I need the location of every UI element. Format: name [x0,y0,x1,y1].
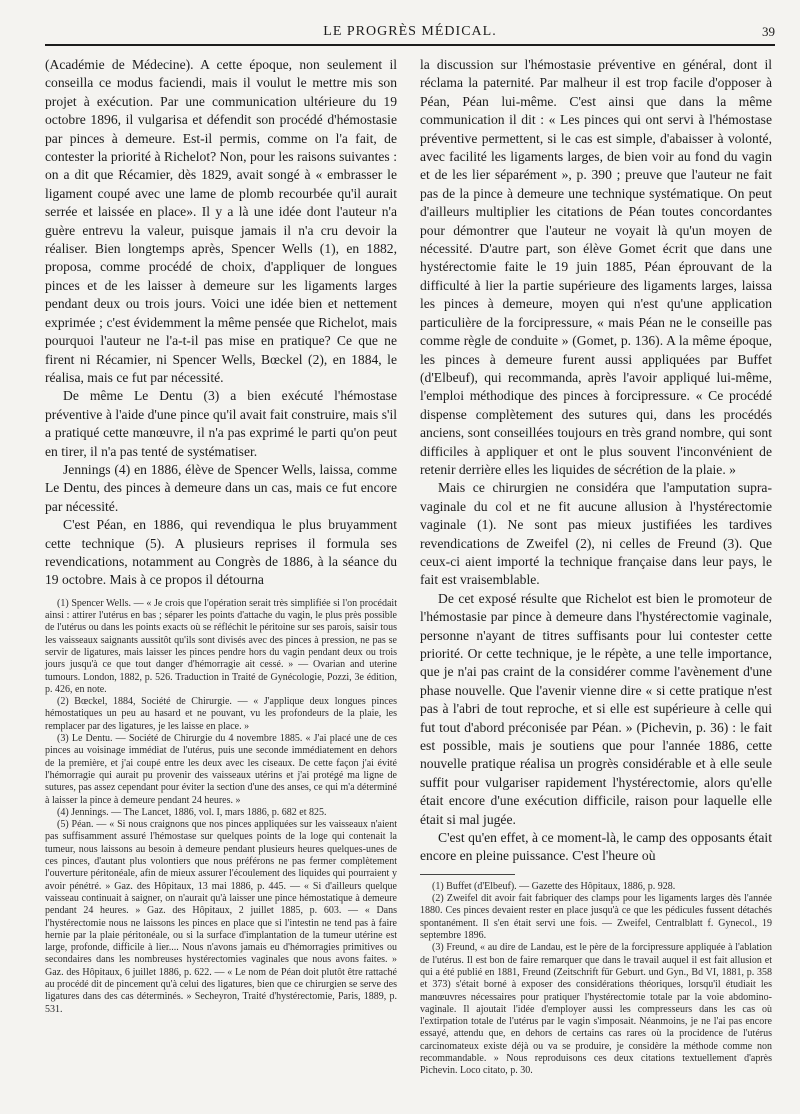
footnote: (5) Péan. — « Si nous craignons que nos pinces appliquées sur les vaisseaux n'aient pas suffisamment assuré l'hémostase sur quelques points de la loge qui contenait la tumeur, nous laissons au besoin à demeure pendant plusieurs heures quelques-unes de ces pinces, d'autant plus volontiers que nous préférons ne pas fermer complètement l'ouverture péritonéale, afin de mieux assurer l'écoulement des liquides qui pourraient y avoir pénétré. » Gaz. des Hôpitaux, 13 mai 1886, p. 445. — « Si d'ailleurs quelque vaisseau continuait à saigner, on n'aurait qu'à laisser une pince hémostatique à demeure pendant 24 heures. » Gaz. des Hôpitaux, 2 juillet 1885, p. 603. — « Dans l'hystérectomie nous ne laissons les pinces en place que si l'intestin ne tend pas à faire hernie par la plaie péritonéale, ou si la surface d'implantation de la tumeur utérine est large, profonde, difficile à lier.... Nous n'avons jamais eu d'hémorragies primitives ou secondaires dans les nombreuses hystérectomies vaginales que nous avons faites. » Gaz. des Hôpitaux, 6 juillet 1886, p. 622. — « Le nom de Péan doit plutôt être rattaché au procédé dit de pincement qu'à celui des ligatures, bien que ce chirurgien se serve des ligatures dans des cas déterminés. » Secheyron, Traité d'hystérectomie, Paris, 1889, p. 531. [45,819,397,1015]
right-body-text [420,56,772,866]
paragraph: Jennings (4) en 1886, élève de Spencer Wells, laissa, comme Le Dentu, des pinces à demeure dans un cas, mais ce fut encore par nécessité. [45,461,397,514]
header-rule [45,44,775,46]
paragraph: C'est qu'en effet, à ce moment-là, le camp des opposants était encore en pleine puissance. C'est l'heure où [420,830,772,864]
footnote: (1) Buffet (d'Elbeuf). — Gazette des Hôpitaux, 1886, p. 928. [432,880,676,892]
footnote: (2) Bœckel, 1884, Société de Chirurgie. — « J'applique deux longues pinces hémostatiques un peu au hasard et ne pouvant, vu les profondeurs de la plaie, les remplacer par des ligatures, je les laisse en place. » [45,696,397,732]
left-body-text [45,56,397,590]
footnote: (1) Spencer Wells. — « Je crois que l'opération serait très simplifiée si l'on procédait ainsi : attirer l'utérus en bas ; séparer les points d'attache du vagin, le plus près possible de l'utérus ou dans les points exacts où se réfléchit le péritoine sur ses parois, saisir tous les vaisseaux saignants aussitôt qu'ils sont divisés avec des pinces à pression, ne pas se servir de ligatures, mais laisser les pinces pendre hors du vagin pendant deux ou trois jours jusqu'à ce que tout danger d'hémorragie ait cessé. » — Ovarian and uterine tumours. London, 1882, p. 526. Traduction in Traité de Gynécologie, Pozzi, 3e édition, p. 426, en note. [45,597,397,695]
page-number: 39 [762,24,775,39]
right-footnotes [420,881,772,1078]
footnote: (2) Zweifel dit avoir fait fabriquer des clamps pour les ligaments larges dès l'année 1880. Ces pinces devaient rester en place jusqu'à ce que les pédicules fussent détachés spontanément. Il s'en était servi une fois. — Zweifel, Centralblatt f. Gynecol., 19 septembre 1896. [420,893,772,942]
paragraph: la discussion sur l'hémostasie préventive en général, dont il réclama la paternité. Par malheur il est trop facile d'opposer à Péan, Péan lui-même. C'est ainsi que dans la même communication il dit : « Les pinces qui ont servi à l'hémostase préventive permettent, si le cas est simple, d'abaisser à volonté, avec facilité les ligaments larges, de bien voir au fond du vagin et de les lier séparément », p. 390 ; preuve que l'auteur ne fait pas de la pince à demeure une technique systématique. On peut d'ailleurs multiplier les citations de Péan toutes concordantes pour démontrer que l'auteur ne voyait là qu'un moyen de nécessité. D'autre part, son élève Gomet écrit que dans une hystérectomie faite le 19 juin 1885, Péan éprouvant de la difficulté à lier la partie supérieure des ligaments larges, laissa les pinces à demeure, moyen qui n'est qu'une application particulière de la forcipressure, « mais Péan ne le conseille pas comme règle de conduite » (Gomet, p. 136). A la même époque, les pinces à demeure furent aussi appliquées par Buffet (d'Elbeuf), qui recommanda, après l'avoir appliqué lui-même, l'emploi méthodique des pinces à forcipressure. « Ce procédé dispense complètement des sutures qui, dans les procédés anciens, sont conseillées toujours en très grand nombre, qui sont difficiles à appliquer et ont le plus souvent l'inconvénient de retenir derrière elles les liquides de sécrétion de la plaie. » [420,57,772,477]
footnote-rule [420,874,515,875]
left-footnotes [45,598,397,1016]
footnote: (3) Le Dentu. — Société de Chirurgie du 4 novembre 1885. « J'ai placé une de ces pinces au voisinage immédiat de l'utérus, puis une seconde immédiatement en dehors de la première, et j'ai coupé entre les deux avec les ciseaux. De cette façon j'ai évité l'hémorragie qui aurait pu provenir des vaisseaux utérins et j'ai protégé ma ligne de sutures, pas assez cependant pour éviter la section d'une des anses, ce qui m'a déterminé à laisser la pince à demeure pendant 24 heures. » [45,733,397,806]
paragraph: De cet exposé résulte que Richelot est bien le promoteur de l'hémostasie par pince à demeure dans l'hystérectomie vaginale, personne n'ayant de titres suffisants pour lui contester cette priorité. Or cette technique, je le répète, a une telle importance, que je n'ai pas craint de la considérer comme l'avènement d'une phase nouvelle. Que l'avenir vienne dire « si cette pratique n'est pas à l'abri de tout reproche, et si elle est supérieure à celle qui fut tout d'abord préconisée par Péan. » (Pichevin, p. 36) : le fait est possible, mais je soutiens que pour l'année 1886, cette nouvelle pratique réalisa un progrès considérable et à elle seule suffit pour vulgariser rapidement l'hystérectomie, alors qu'elle était encore d'une exécution difficile, raison pour laquelle elle était si mal jugée. [420,590,772,827]
left-column [45,56,397,1016]
paragraph: C'est Péan, en 1886, qui revendiqua le plus bruyamment cette technique (5). A plusieurs reprises il formula ses revendications, notamment au Congrès de 1886, à la séance du 19 octobre. Mais à ce propos il détourna [45,517,397,588]
journal-title: LE PROGRÈS MÉDICAL. [323,24,497,39]
paragraph: De même Le Dentu (3) a bien exécuté l'hémostase préventive à l'aide d'une pince qu'il avait fait construire, mais s'il a pratiqué cette manœuvre, il n'a pas exprimé le parti qu'on peut en tirer, il n'a pas tenté de systématiser. [45,388,397,459]
footnote: (3) Freund, « au dire de Landau, est le père de la forcipressure appliquée à l'ablation de l'utérus. Il est bon de faire remarquer que dans le travail auquel il est fait allusion et qui a été publié en 1881, Freund (Zeitschrift für Geburt. und Gyn., Bd VI, 1881, p. 358 et 373) s'était borné à exposer des considérations théoriques, lorsqu'il étudiait les manœuvres nécessaires pour pratiquer l'hystérectomie totale par la voie abdomino-vaginale. Il ajoutait l'idée d'employer aussi les compresseurs dans les cas où l'extirpation totale de l'utérus par le vagin s'imposait. Néanmoins, je ne l'ai pas encore essayé, attendu que, en dehors de certains cas rares où la procidence de l'utérus carcinomateux existe déjà ou va se produire, je considère la méthode comme non recommandable. » Nous reproduisons ces deux citations textuellement d'après Pichevin. Loco citato, p. 30. [420,942,772,1077]
paragraph: Mais ce chirurgien ne considéra que l'amputation supra-vaginale du col et ne fit aucune allusion à l'hystérectomie vaginale (1). Ne sont pas mieux justifiées les tardives revendications de Zweifel (2), ni celles de Freund (3). Que ceux-ci aient importé la technique française dans leur pays, le fait est vraisemblable. [420,480,772,588]
footnote: (4) Jennings. — The Lancet, 1886, vol. I, mars 1886, p. 682 et 825. [57,806,327,818]
right-column [420,56,772,1078]
page-header [45,0,775,44]
paragraph: (Académie de Médecine). A cette époque, non seulement il conseilla ce modus faciendi, mais il voulut le mettre mis son projet à exécution. Par une communication ultérieure du 19 octobre 1896, il vulgarisa et défendit son procédé d'hémostasie par pinces à demeure. Est-il permis, comme on l'a fait, de contester la priorité à Richelot? Non, pour les raisons suivantes : on a dit que Récamier, dès 1829, avait songé à « embrasser le ligament coupé avec une lame de plomb recourbée qu'il aurait serrée et laissée en place». Il y a là une idée dont l'auteur n'a guère entrevu la valeur, puisque jamais il n'a cru devoir la réaliser. Bien longtemps après, Spencer Wells (1), en 1882, proposa, comme procédé de choix, d'appliquer de longues pinces et de les laisser à demeure sur les ligaments larges pendant deux ou trois jours. Voici une idée bien et nettement exprimée ; c'est évidemment la même pensée que Richelot, mais pourquoi l'auteur ne l'a-t-il pas mise en pratique? Ce que ne firent ni Récamier, ni Spencer Wells, Bœckel (2), en 1884, le réalisa, mais ce fut par nécessité. [45,57,397,385]
